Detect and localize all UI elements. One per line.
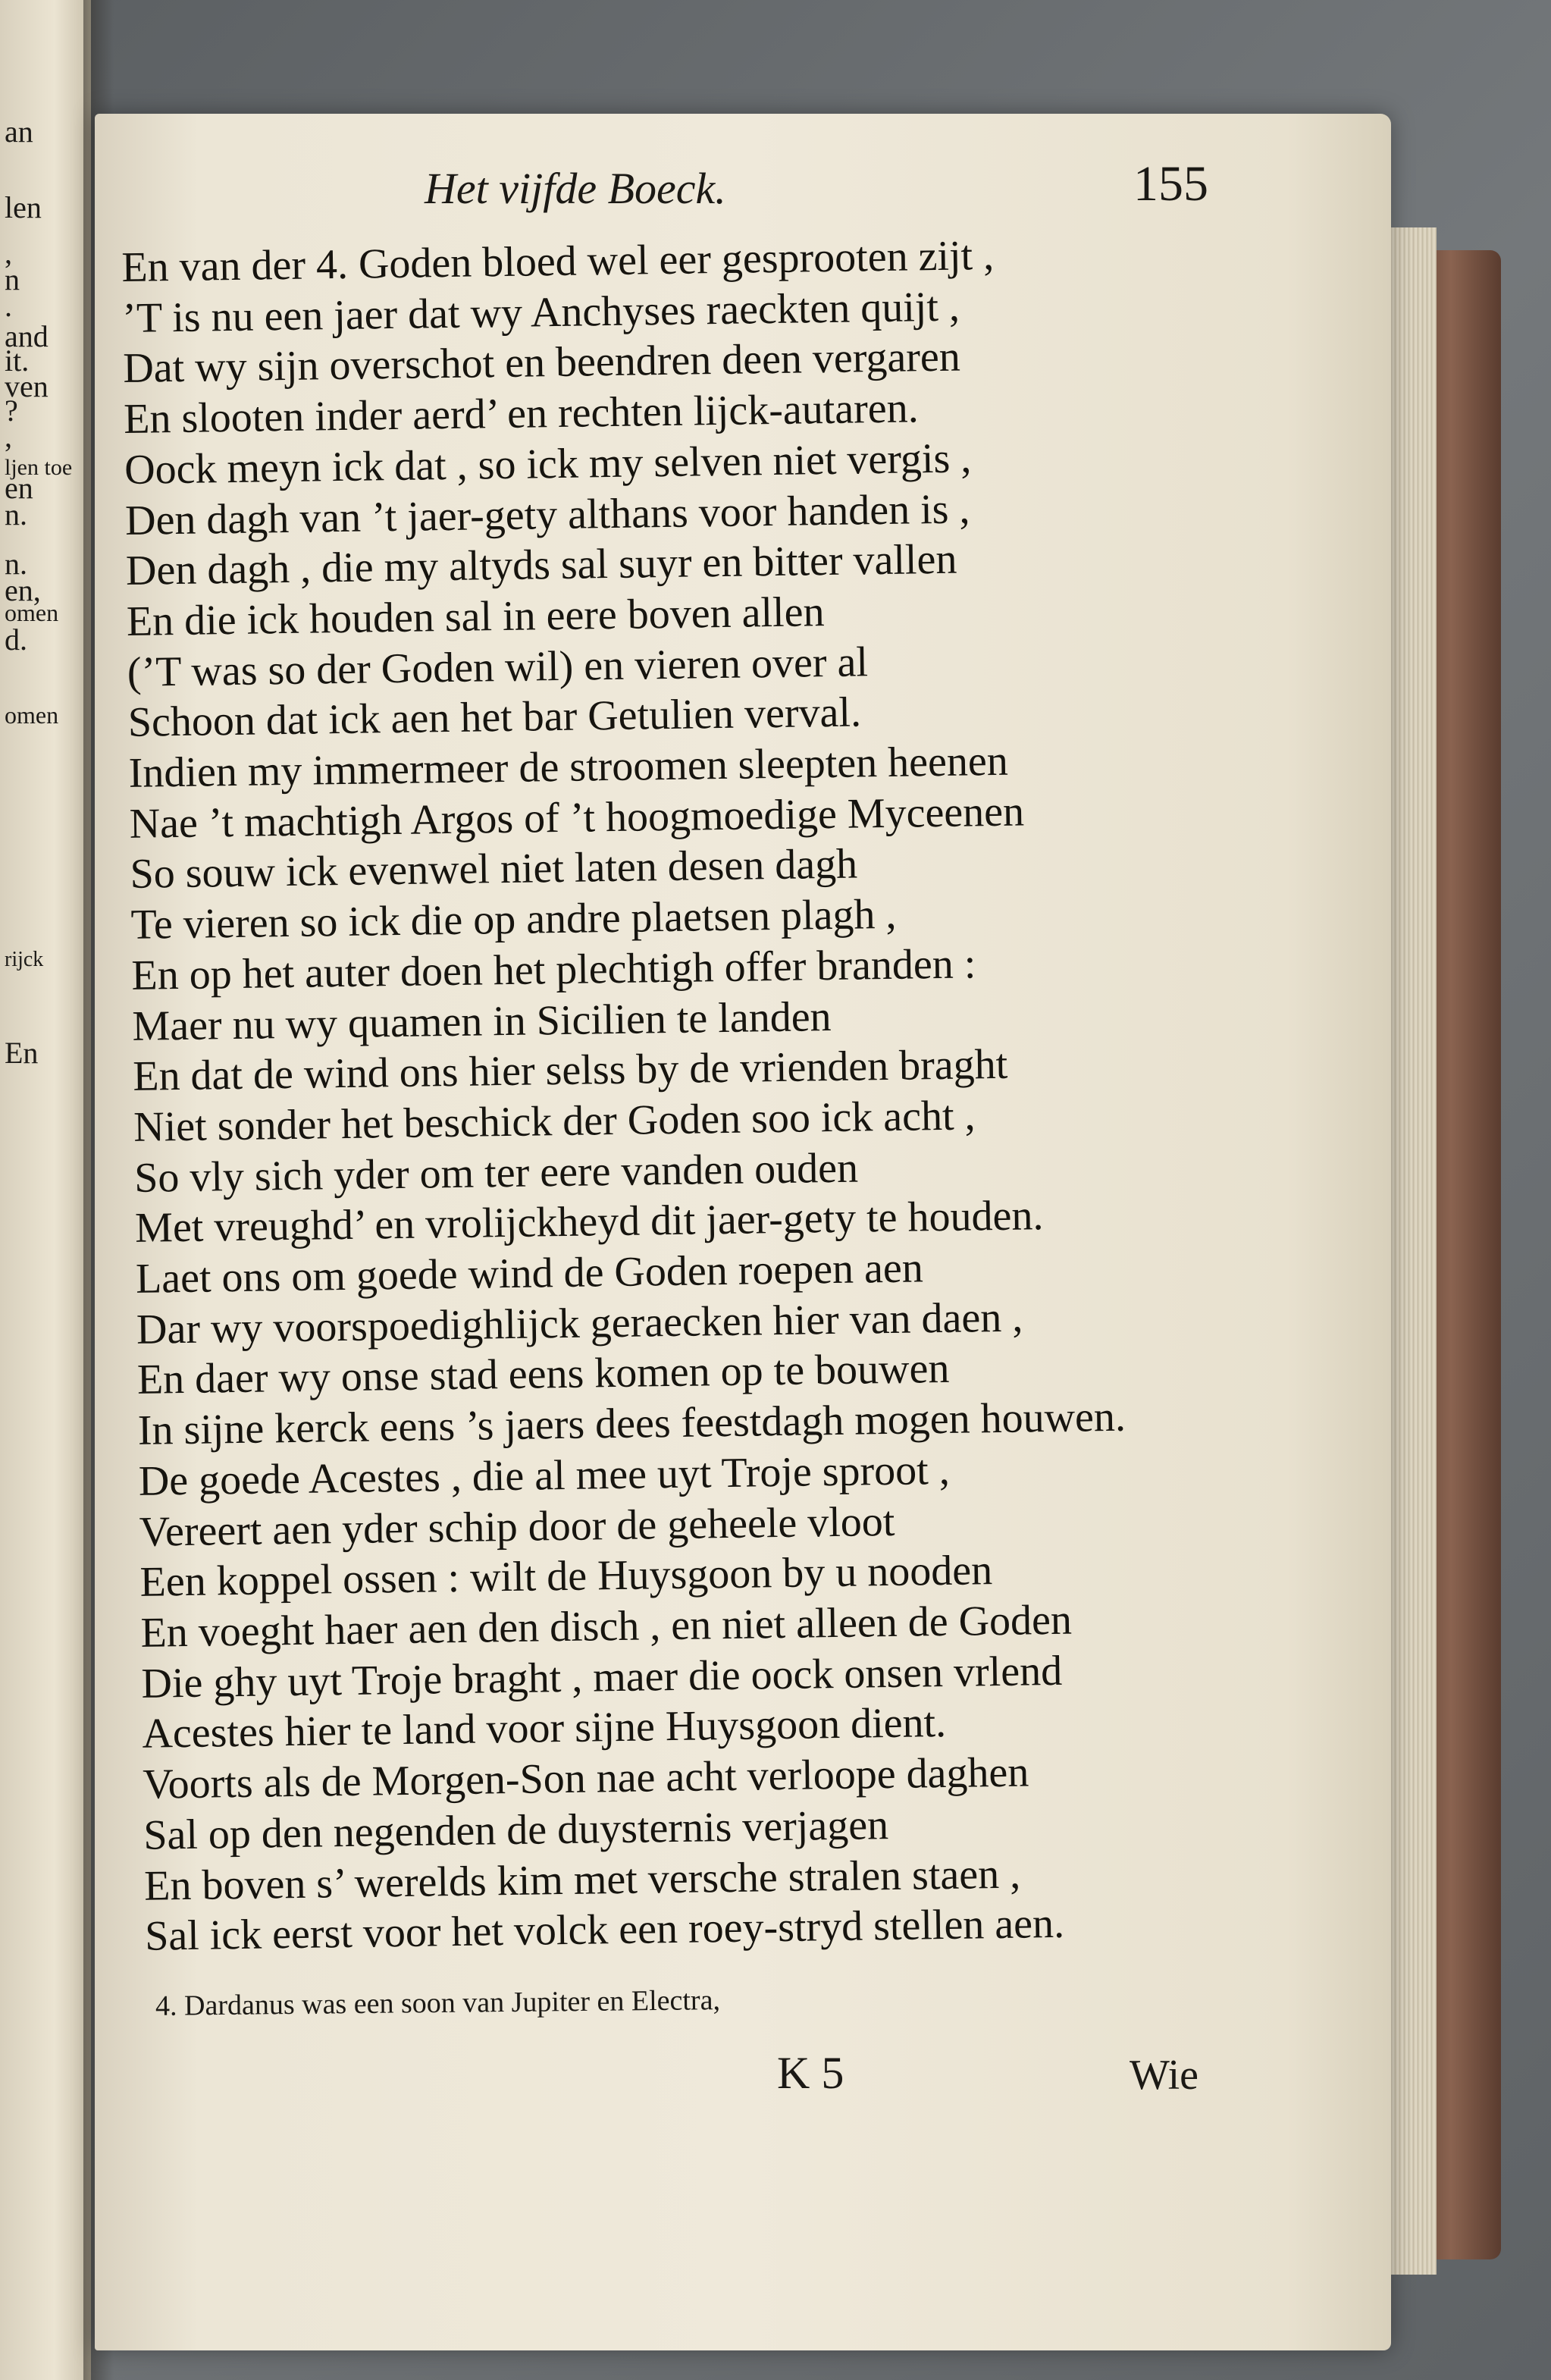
verse-line: Vereert aen yder schip door de geheele vloot [139, 1497, 895, 1556]
verse-line: De goede Acestes , die al mee uyt Troje sproot , [138, 1446, 951, 1505]
left-page-fragment: , [5, 236, 12, 270]
left-page-fragment: and [5, 319, 49, 353]
left-page-fragment: omen [5, 599, 59, 626]
verse-line: Voorts als de Morgen-Son nae acht verloope daghen [142, 1748, 1029, 1808]
verse-line: (’T was so der Goden wil) en vieren over al [127, 638, 869, 696]
verse-line: En boven s’ werelds kim met versche stralen staen , [143, 1850, 1021, 1910]
verse-line: Maer nu wy quamen in Sicilien te landen [131, 992, 832, 1050]
left-page-fragment: , [5, 419, 12, 453]
verse-line: En op het auter doen het plechtigh offer branden : [131, 940, 976, 999]
verse-line: Den dagh van ’t jaer-gety althans voor handen is , [124, 484, 970, 544]
left-page-fragment: n. [5, 497, 27, 532]
page-edges [1391, 227, 1437, 2275]
left-page-fragment: omen [5, 701, 59, 729]
verse-line: Te vieren so ick die op andre plaetsen plagh , [130, 890, 897, 949]
verse-line: So souw ick evenwel niet laten desen dagh [130, 840, 858, 898]
verse-line: Laet ons om goede wind de Goden roepen aen [135, 1244, 924, 1303]
running-head: Het vijfde Boeck. [425, 164, 726, 213]
verse-line: In sijne kerck eens ’s jaers dees feestdagh mogen houwen. [137, 1393, 1126, 1455]
verse-line: Die ghy uyt Troje braght , maer die oock onsen vrlend [141, 1647, 1063, 1707]
signature-mark: K 5 [777, 2048, 844, 2098]
left-page-fragment: n [5, 262, 20, 296]
left-page-fragment: an [5, 114, 33, 149]
page-number: 155 [1133, 156, 1208, 212]
verse-line: En dat de wind ons hier selss by de vrienden braght [132, 1041, 1008, 1101]
verse-line: Acestes hier te land voor sijne Huysgoon dient. [142, 1699, 947, 1758]
verse-line: Nae ’t machtigh Argos of ’t hoogmoedige Myceenen [129, 788, 1025, 848]
verse-line: Oock meyn ick dat , so ick my selven niet vergis , [124, 434, 972, 494]
left-page-fragment: en, [5, 573, 41, 607]
verse-line: Met vreughd’ en vrolijckheyd dit jaer-gety te houden. [134, 1192, 1044, 1253]
verse-line: Sal op den negenden de duysternis verjagen [143, 1801, 889, 1859]
verse-text [121, 227, 1283, 1962]
left-page-fragment: . [5, 289, 12, 323]
verse-line: En die ick houden sal in eere boven allen [126, 588, 825, 645]
verse-line: Schoon dat ick aen het bar Getulien verval. [127, 688, 862, 747]
verse-line: En daer wy onse stad eens komen op te bouwen [136, 1345, 950, 1404]
left-page-fragment: n. [5, 547, 27, 581]
verse-line: En van der 4. Goden bloed wel eer gesprooten zijt , [121, 231, 995, 291]
left-page-fragment: En [5, 1036, 39, 1070]
verse-line: Den dagh , die my altyds sal suyr en bitter vallen [125, 535, 957, 595]
left-page-fragment: rijck [5, 948, 44, 971]
verse-line: En voeght haer aen den disch , en niet alleen de Goden [140, 1596, 1073, 1657]
left-page-fragment: ven [5, 369, 49, 403]
left-page-fragment: len [5, 190, 42, 224]
verse-line: Sal ick eerst voor het volck een roey-stryd stellen aen. [144, 1900, 1065, 1960]
verse-line: Dar wy voorspoedighlijck geraecken hier van daen , [136, 1293, 1023, 1353]
verse-line: En slooten inder aerd’ en rechten lijck-autaren. [123, 384, 920, 444]
left-page-fragment: en [5, 471, 33, 505]
verse-line: Indien my immermeer de stroomen sleepten heenen [128, 737, 1009, 797]
verse-line: ’T is nu een jaer dat wy Anchyses raeckten quijt , [121, 283, 960, 342]
verse-line: Een koppel ossen : wilt de Huysgoon by u nooden [139, 1547, 993, 1607]
verse-line: Niet sonder het beschick der Goden soo ick acht , [133, 1092, 976, 1151]
left-page-fragment: d. [5, 622, 27, 657]
left-page [0, 0, 91, 2380]
catchword: Wie [1130, 2052, 1199, 2099]
footnote: 4. Dardanus was een soon van Jupiter en Electra, [155, 1984, 721, 2022]
left-page-fragment: ? [5, 394, 18, 428]
verse-line: Dat wy sijn overschot en beendren deen vergaren [122, 333, 961, 393]
left-page-fragment: it. [5, 343, 30, 378]
verse-line: So vly sich yder om ter eere vanden ouden [133, 1144, 859, 1202]
left-page-fragment: ljen toe [5, 455, 73, 480]
